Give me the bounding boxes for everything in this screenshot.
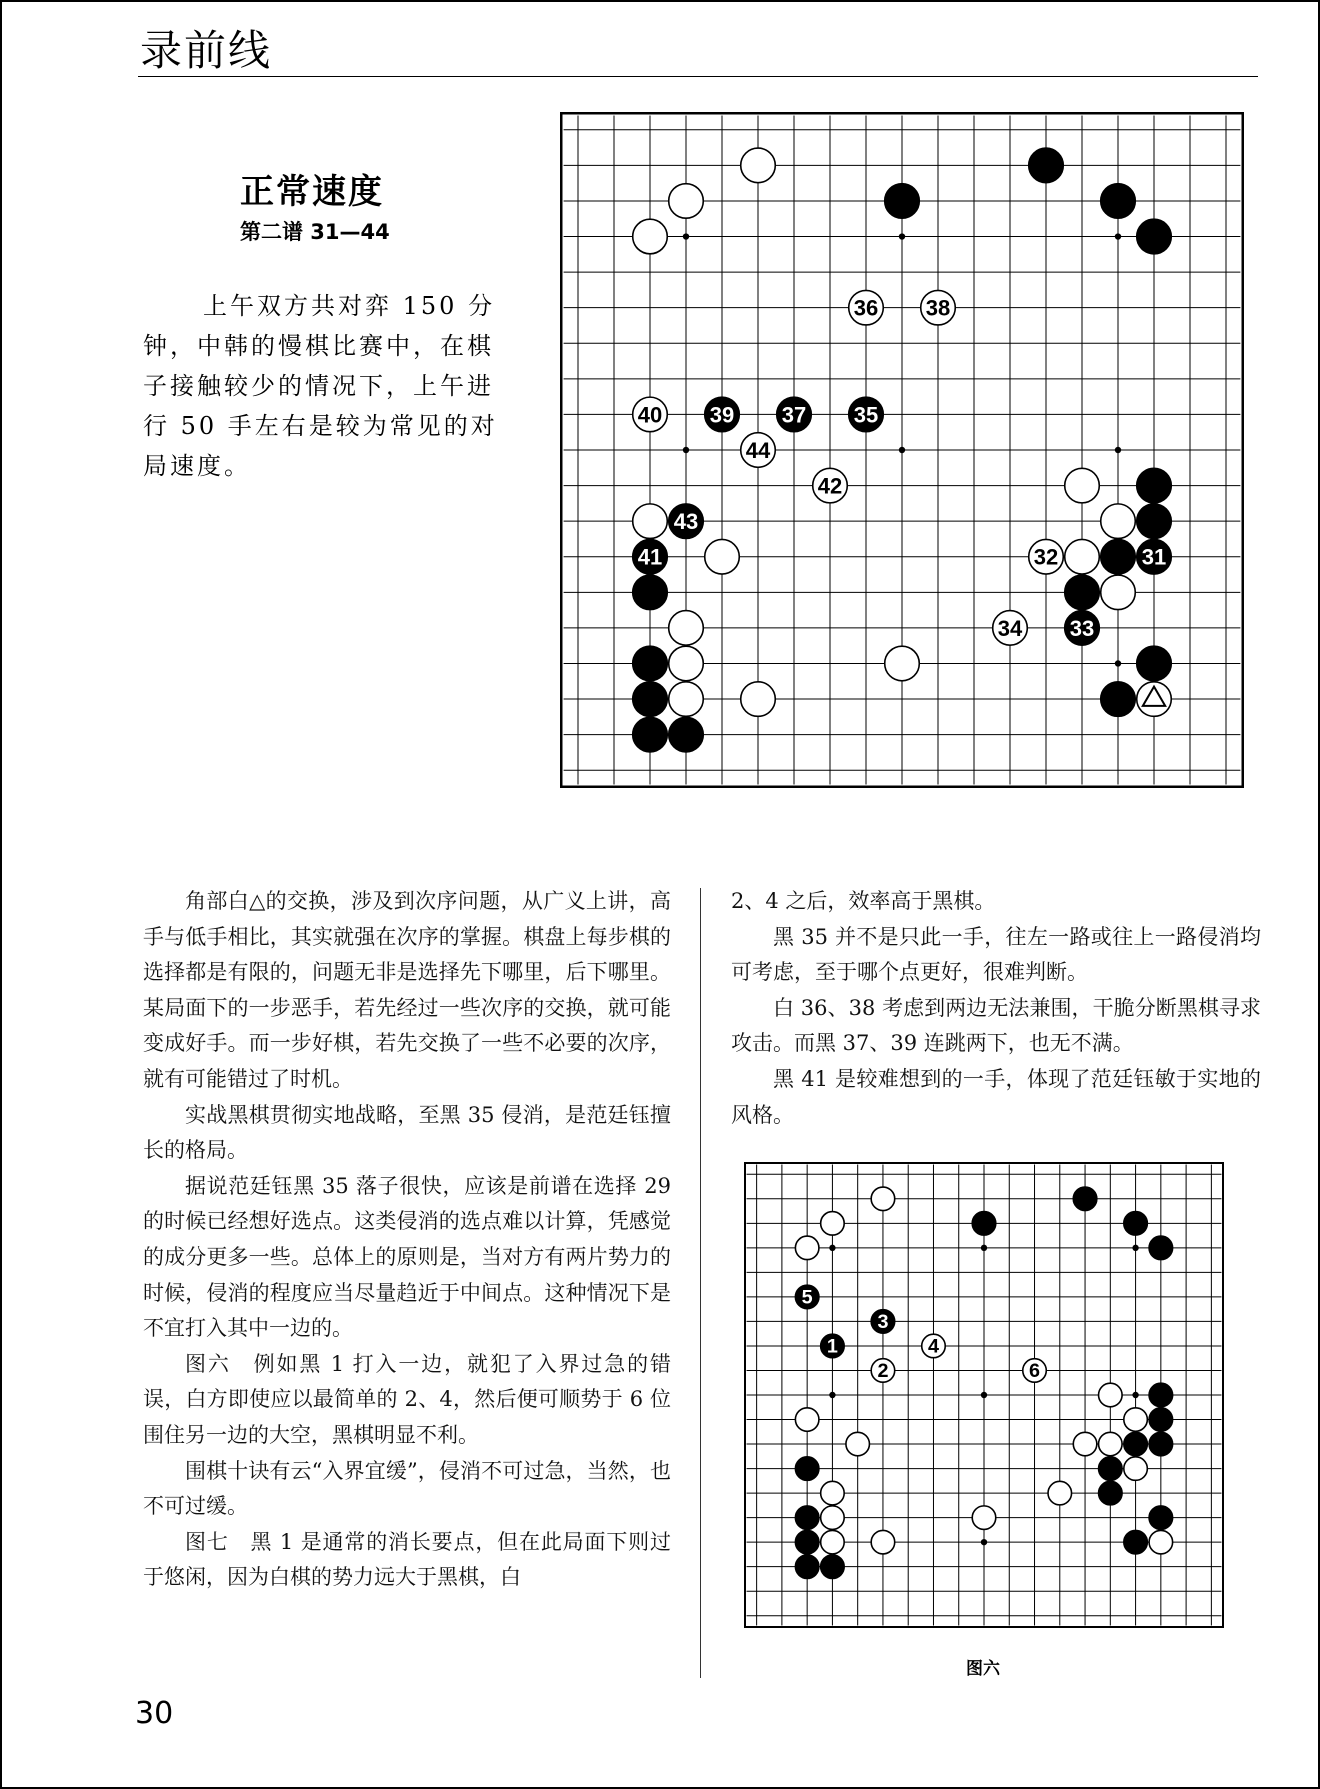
white-stone: [921, 290, 956, 325]
black-stone: [1149, 1236, 1173, 1260]
black-stone: [1124, 1530, 1148, 1554]
paragraph: 图六 例如黑 1 打入一边，就犯了入界过急的错误，白方即使应以最简单的 2、4，然后便可顺势于 6 位围住另一边的大空，黑棋明显不利。: [143, 1351, 671, 1447]
black-stone: [795, 1506, 819, 1530]
star-point: [1132, 1245, 1138, 1251]
black-stone: [1137, 539, 1172, 574]
white-stone: [705, 539, 740, 574]
black-stone: [1149, 1383, 1173, 1407]
white-stone: [993, 611, 1028, 646]
white-stone: [1101, 504, 1136, 539]
move-number: 36: [853, 295, 879, 321]
black-stone: [1101, 184, 1136, 219]
black-stone: [885, 184, 920, 219]
intro-paragraph: 上午双方共对弈 150 分钟，中韩的慢棋比赛中，在棋子接触较少的情况下，上午进行 50 手左右是较为常见的对局速度。: [143, 292, 498, 480]
black-stone: [1137, 504, 1172, 539]
black-stone: [1137, 468, 1172, 503]
black-stone: [633, 575, 668, 610]
white-stone: [1048, 1481, 1072, 1505]
move-number: 32: [1033, 544, 1059, 570]
move-number: 5: [801, 1286, 813, 1309]
white-stone: [741, 148, 776, 183]
black-stone: [1149, 1408, 1173, 1432]
white-stone: [885, 646, 920, 681]
white-stone: [669, 646, 704, 681]
white-stone: [972, 1506, 996, 1530]
white-stone: [1149, 1530, 1173, 1554]
black-stone: [633, 717, 668, 752]
move-number: 38: [925, 295, 951, 321]
black-stone: [1149, 1506, 1173, 1530]
figure-6-go-board: [744, 1162, 1224, 1628]
move-number: 31: [1141, 544, 1167, 570]
star-point: [1115, 447, 1121, 453]
star-point: [1115, 660, 1121, 666]
move-number: 42: [817, 473, 843, 499]
paragraph: 白 36、38 考虑到两边无法兼围，干脆分断黑棋寻求攻击。而黑 37、39 连跳两下，也无不满。: [731, 995, 1261, 1056]
move-number: 43: [673, 509, 699, 535]
black-stone: [1149, 1432, 1173, 1456]
move-number: 33: [1069, 615, 1095, 641]
white-stone: [741, 433, 776, 468]
article-subtitle: 第二谱 31—44: [240, 220, 390, 244]
star-point: [1115, 233, 1121, 239]
main-go-board: [560, 112, 1244, 788]
white-stone: [821, 1506, 845, 1530]
black-stone: [795, 1555, 819, 1579]
white-stone: [633, 504, 668, 539]
paragraph: 图七 黑 1 是通常的消长要点，但在此局面下则过于悠闲，因为白棋的势力远大于黑棋，白: [143, 1529, 671, 1590]
white-stone: [871, 1187, 895, 1211]
right-text-column: [731, 884, 1261, 1133]
black-stone: [633, 646, 668, 681]
star-point: [1132, 1392, 1138, 1398]
paragraph: 围棋十诀有云“入界宜缓”，侵消不可过急，当然，也不可过缓。: [143, 1458, 671, 1519]
white-stone: [1023, 1359, 1047, 1383]
article-title: 正常速度: [240, 172, 384, 212]
black-stone: [777, 397, 812, 432]
move-number: 40: [637, 402, 663, 428]
black-stone: [1124, 1432, 1148, 1456]
move-number: 4: [927, 1335, 939, 1358]
black-stone: [871, 1310, 895, 1334]
paragraph: 实战黑棋贯彻实地战略，至黑 35 侵消，是范廷钰擅长的格局。: [143, 1102, 671, 1163]
header-rule: [138, 76, 1258, 77]
paragraph: 黑 35 并不是只此一手，往左一路或往上一路侵消均可考虑，至于哪个点更好，很难判断。: [731, 924, 1261, 985]
star-point: [683, 447, 689, 453]
move-number: 34: [997, 615, 1023, 641]
star-point: [981, 1392, 987, 1398]
white-stone: [633, 219, 668, 254]
move-number: 39: [709, 402, 735, 428]
black-stone: [1124, 1212, 1148, 1236]
black-stone: [821, 1555, 845, 1579]
white-stone: [669, 611, 704, 646]
white-stone: [1073, 1432, 1097, 1456]
move-number: 1: [826, 1335, 838, 1358]
column-divider: [700, 888, 701, 1678]
move-number: 44: [745, 437, 771, 463]
black-stone: [1065, 575, 1100, 610]
white-stone: [821, 1530, 845, 1554]
black-stone: [669, 504, 704, 539]
star-point: [981, 1245, 987, 1251]
star-point: [981, 1539, 987, 1545]
star-point: [683, 233, 689, 239]
left-text-column: [143, 884, 671, 1596]
black-stone: [705, 397, 740, 432]
black-stone: [1101, 682, 1136, 717]
white-stone: [1099, 1432, 1123, 1456]
paragraph-continued: 2、4 之后，效率高于黑棋。: [731, 889, 996, 913]
white-stone: [846, 1432, 870, 1456]
black-stone: [633, 539, 668, 574]
black-stone: [1137, 219, 1172, 254]
white-stone: [849, 290, 884, 325]
white-stone: [922, 1334, 946, 1358]
white-stone: [1029, 539, 1064, 574]
black-stone: [1101, 539, 1136, 574]
white-stone: [633, 397, 668, 432]
white-stone: [741, 682, 776, 717]
page-number: 30: [135, 1696, 174, 1731]
black-stone: [821, 1334, 845, 1358]
black-stone: [1099, 1481, 1123, 1505]
white-stone: [669, 184, 704, 219]
move-number: 35: [853, 402, 879, 428]
black-stone: [1029, 148, 1064, 183]
white-stone: [871, 1359, 895, 1383]
black-stone: [633, 682, 668, 717]
black-stone: [669, 717, 704, 752]
paragraph: 黑 41 是较难想到的一手，体现了范廷钰敏于实地的风格。: [731, 1066, 1261, 1127]
black-stone: [795, 1530, 819, 1554]
white-stone: [821, 1212, 845, 1236]
black-stone: [972, 1212, 996, 1236]
white-stone: [1124, 1457, 1148, 1481]
black-stone: [1137, 646, 1172, 681]
white-stone: [821, 1481, 845, 1505]
black-stone: [849, 397, 884, 432]
move-number: 3: [877, 1310, 889, 1333]
black-stone: [795, 1457, 819, 1481]
star-point: [829, 1245, 835, 1251]
paragraph: 据说范廷钰黑 35 落子很快，应该是前谱在选择 29 的时候已经想好选点。这类侵消的选点难以计算，凭感觉的成分更多一些。总体上的原则是，当对方有两片势力的时候，侵消的程度应当尽量趋近于中间点。这种情况下是不宜打入其中一边的。: [143, 1173, 671, 1341]
white-stone: [669, 682, 704, 717]
star-point: [899, 233, 905, 239]
white-stone: [1101, 575, 1136, 610]
move-number: 37: [781, 402, 807, 428]
white-stone: [795, 1236, 819, 1260]
white-stone: [1137, 682, 1172, 717]
black-stone: [795, 1285, 819, 1309]
black-stone: [1073, 1187, 1097, 1211]
star-point: [899, 447, 905, 453]
star-point: [829, 1392, 835, 1398]
figure-6-caption: 图六: [966, 1659, 1000, 1679]
white-stone: [871, 1530, 895, 1554]
white-stone: [795, 1408, 819, 1432]
white-stone: [1124, 1408, 1148, 1432]
white-stone: [1065, 539, 1100, 574]
black-stone: [1065, 611, 1100, 646]
move-number: 6: [1029, 1359, 1041, 1382]
white-stone: [813, 468, 848, 503]
running-header-title: 录前线: [140, 26, 273, 75]
white-stone: [1099, 1383, 1123, 1407]
move-number: 41: [637, 544, 663, 570]
black-stone: [1099, 1457, 1123, 1481]
white-stone: [1065, 468, 1100, 503]
paragraph: 角部白△的交换，涉及到次序问题，从广义上讲，高手与低手相比，其实就强在次序的掌握。棋盘上每步棋的选择都是有限的，问题无非是选择先下哪里，后下哪里。某局面下的一步恶手，若先经过一些次序的交换，就可能变成好手。而一步好棋，若先交换了一些不必要的次序，就有可能错过了时机。: [143, 889, 671, 1091]
move-number: 2: [877, 1359, 889, 1382]
